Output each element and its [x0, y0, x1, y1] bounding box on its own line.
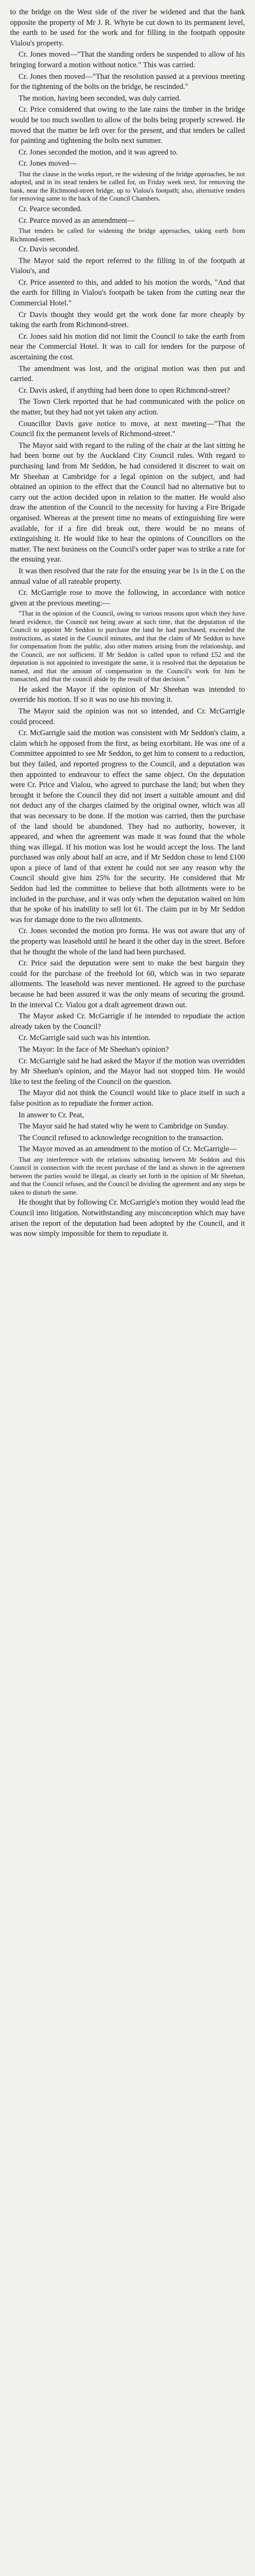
article-paragraph: The Council refused to acknowledge recognition to the transaction.: [19, 1133, 224, 1142]
article-paragraph: The Mayor did not think the Council would like to place itself in such a false position as to repudiate the former action.: [10, 1089, 245, 1108]
article-paragraph: Cr. Price assented to this, and added to his motion the words, "And that the earth for filling in Vialou's footpath be taken from the cutting near the Commercial Hotel.": [10, 278, 245, 308]
article-paragraph: The Mayor said he had stated why he went to Cambridge on Sunday.: [19, 1122, 229, 1131]
article-paragraph: Cr. Jones seconded the motion, and it was agreed to.: [19, 148, 178, 157]
article-paragraph: Cr. McGarrigle said such was his intention.: [19, 1034, 151, 1043]
article-paragraph: The Mayor asked Cr. McGarrigle if he intended to repudiate the action already taken by the Council?: [10, 1012, 245, 1031]
article-paragraph: Cr. Davis seconded.: [19, 245, 80, 254]
article-paragraph: The Town Clerk reported that he had communicated with the police on the matter, but they had not yet taken any action.: [10, 397, 245, 417]
article-paragraph: Cr. Jones seconded the motion pro forma. He was not aware that any of the property was leasehold until he heard it the other day in the street. Before that he thought the whole of the land had been purchased.: [10, 927, 245, 956]
article-paragraph: He thought that by following Cr. McGarrigle's motion they would lead the Council into litigation. Notwithstanding any misconception which may have arisen the report of the deputation had been adopted by the Council, and it was now simply impossible for them to repudiate it.: [10, 1198, 245, 1239]
article-paragraph: It was then resolved that the rate for the ensuing year be 1s in the £ on the annual value of all rateable property.: [10, 566, 245, 586]
article-paragraph: Cr. Price said the deputation were sent to make the best bargain they could for the purchase of the freehold lot 60, which was in two separate allotments. The leasehold was never mentioned. He agreed to the purchase because he had been assured it was the only means of securing the ground. In the interval Cr. Vialou got a draft agreement drawn out.: [10, 959, 245, 1009]
article-paragraph: "That in the opinion of the Council, owing to various reasons upon which they have heard evidence, the Council not being aware at such time, that the deputation of the Council to appoint Mr Seddon to purchase the land he had purchased, exceeded the instructions, as stated in the Council minutes, and that the claim of Mr Seddon to have for compensation from the public, also other matters arising from the relationship, and the Council, are not sufficient. If Mr Seddon is called upon to refund £52 and the deputation is not appointed to investigate the same, it is resolved that the deputation be named, and that the amount of compensation in the Council's work for him be transacted, and that the council abide by the result of that decision.": [10, 610, 245, 683]
newspaper-column: [8, 0, 247, 1246]
article-paragraph: Cr. McGarrigle said the motion was consistent with Mr Seddon's claim, a claim which he opposed from the first, as being exorbitant. He was one of a Committee appointed to see Mr Seddon, to get him to consent to a reduction, but they failed, and reported progress to the Council, and a deputation was then appointed to endeavour to effect the same object. On the deputation were Cr. Price and Vialou, who agreed to purchase the land; but when they brought it before the Council they did not insert a suitable amount and did not deduct any of the charges claimed by the original owner, which was all that was necessary to be done. If the motion was carried, then the purchase of the land should be abandoned. They had no authority, however, it appeared, and when the agreement was made it was found that the whole thing was illegal. If his motion was lost he would accept the loss. The land purchased was only about half an acre, and if Mr Seddon chose to lend £100 upon a piece of land of that extent he could not see any reason why the Council should give him 25% for the security. He considered that Mr Seddon had led the committee to believe that both allotments were to be included in the purchase, and it was only when the deputation waited on him that he spoke of his inability to sell lot 61. The claim put in by Mr Seddon was for damage done to the two allotments.: [10, 729, 245, 924]
article-paragraph: That the clause in the works report, re the widening of the bridge approaches, be not adopted, and in its stead tenders be called for, on Friday week next, for removing the bank, near the Richmond-street bridge, up to Vialou's footpath; also, alternative tenders for removing same to the back of the Council Chambers.: [10, 170, 245, 203]
article-paragraph: Cr. Price considered that owing to the late rains the timber in the bridge would be too much swollen to allow of the bolts being properly screwed. He moved that the matter be left over for the present, and that tenders be called for painting and tightening the bolts next summer.: [10, 105, 245, 146]
article-paragraph: to the bridge on the West side of the river be widened and that the bank opposite the property of Mr J. R. Whyte be cut down to its permanent level, the earth to be used for the work and for filling in the footpath opposite Vialou's property.: [10, 8, 245, 48]
article-paragraph: Cr. Jones said his motion did not limit the Council to take the earth from near the Commercial Hotel. It was to call for tenders for the purpose of ascertaining the cost.: [10, 332, 245, 362]
article-paragraph: The Mayor said with regard to the ruling of the chair at the last sitting he had been borne out by the Auckland City Council rules. With regard to purchasing land from Mr Seddon, he had considered it discreet to wait on Mr Sheehan at Cambridge for a legal opinion on the subject, and had obtained an opinion to the effect that the Council had no alternative but to carry out the action decided upon in relation to the matter. He would also draw the attention of the Council to the necessity for having a Fire Brigade organised. Whereas at the present time no means of extinguishing fire were available, for if a fire did break out, there would be no means of extinguishing it. He would like to hear the opinions of Councillors on the matter. The next business on the Council's order paper was to strike a rate for the ensuing year.: [10, 441, 245, 564]
article-paragraph: Cr. Jones then moved—"That the resolution passed at a previous meeting for the tightening of the bolts on the bridge, be rescinded.": [10, 72, 245, 92]
article-paragraph: Cr. McGarrigle said he had asked the Mayor if the motion was overridden by Mr Sheehan's opinion, and the Mayor had not stopped him. He would like to test the feeling of the Council on the question.: [10, 1056, 245, 1086]
article-paragraph: Cr. McGarrigle rose to move the following, in accordance with notice given at the previous meeting:—: [10, 589, 245, 608]
article-paragraph: Cr. Pearce seconded.: [19, 204, 82, 213]
article-paragraph: The amendment was lost, and the original motion was then put and carried.: [10, 364, 245, 384]
article-paragraph: Councillor Davis gave notice to move, at next meeting—"That the Council fix the permanent levels of Richmond-street.": [10, 419, 245, 439]
article-paragraph: Cr. Pearce moved as an amendment—: [19, 216, 135, 225]
article-paragraph: The Mayor said the report referred to the filling in of the footpath at Vialou's, and: [10, 256, 245, 276]
article-paragraph: He asked the Mayor if the opinion of Mr Sheehan was intended to override his motion. If so it was no use his moving it.: [10, 685, 245, 704]
article-paragraph: The Mayor said the opinion was not so intended, and Cr. McGarrigle could proceed.: [10, 707, 245, 726]
article-paragraph: The Mayor moved as an amendment to the motion of Cr. McGarrigle—: [19, 1145, 237, 1154]
article-paragraph: In answer to Cr. Peat,: [19, 1110, 84, 1119]
article-paragraph: Cr. Jones moved—"That the standing orders be suspended to allow of his bringing forward a motion without notice." This was carried.: [10, 50, 245, 69]
article-paragraph: Cr Davis thought they would get the work done far more cheaply by taking the earth from Richmond-street.: [10, 310, 245, 330]
article-paragraph: That any interference with the relations subsisting between Mr Seddon and this Council in connection with the recent purchase of the land as shown in the agreement between the parties would be illegal, as clearly set forth in the opinion of Mr Sheehan, and that the Council refuses, and the Council be dividing the agreement and any steps be taken to disturb the same.: [10, 1155, 245, 1196]
article-paragraph: Cr. Jones moved—: [19, 159, 77, 168]
article-paragraph: Cr. Davis asked, if anything had been done to open Richmond-street?: [19, 386, 230, 395]
article-paragraph: That tenders be called for widening the bridge approaches, taking earth from Richmond-street.: [10, 227, 245, 243]
article-paragraph: The Mayor: In the face of Mr Sheehan's opinion?: [19, 1045, 169, 1054]
article-paragraph: The motion, having been seconded, was duly carried.: [19, 94, 181, 103]
